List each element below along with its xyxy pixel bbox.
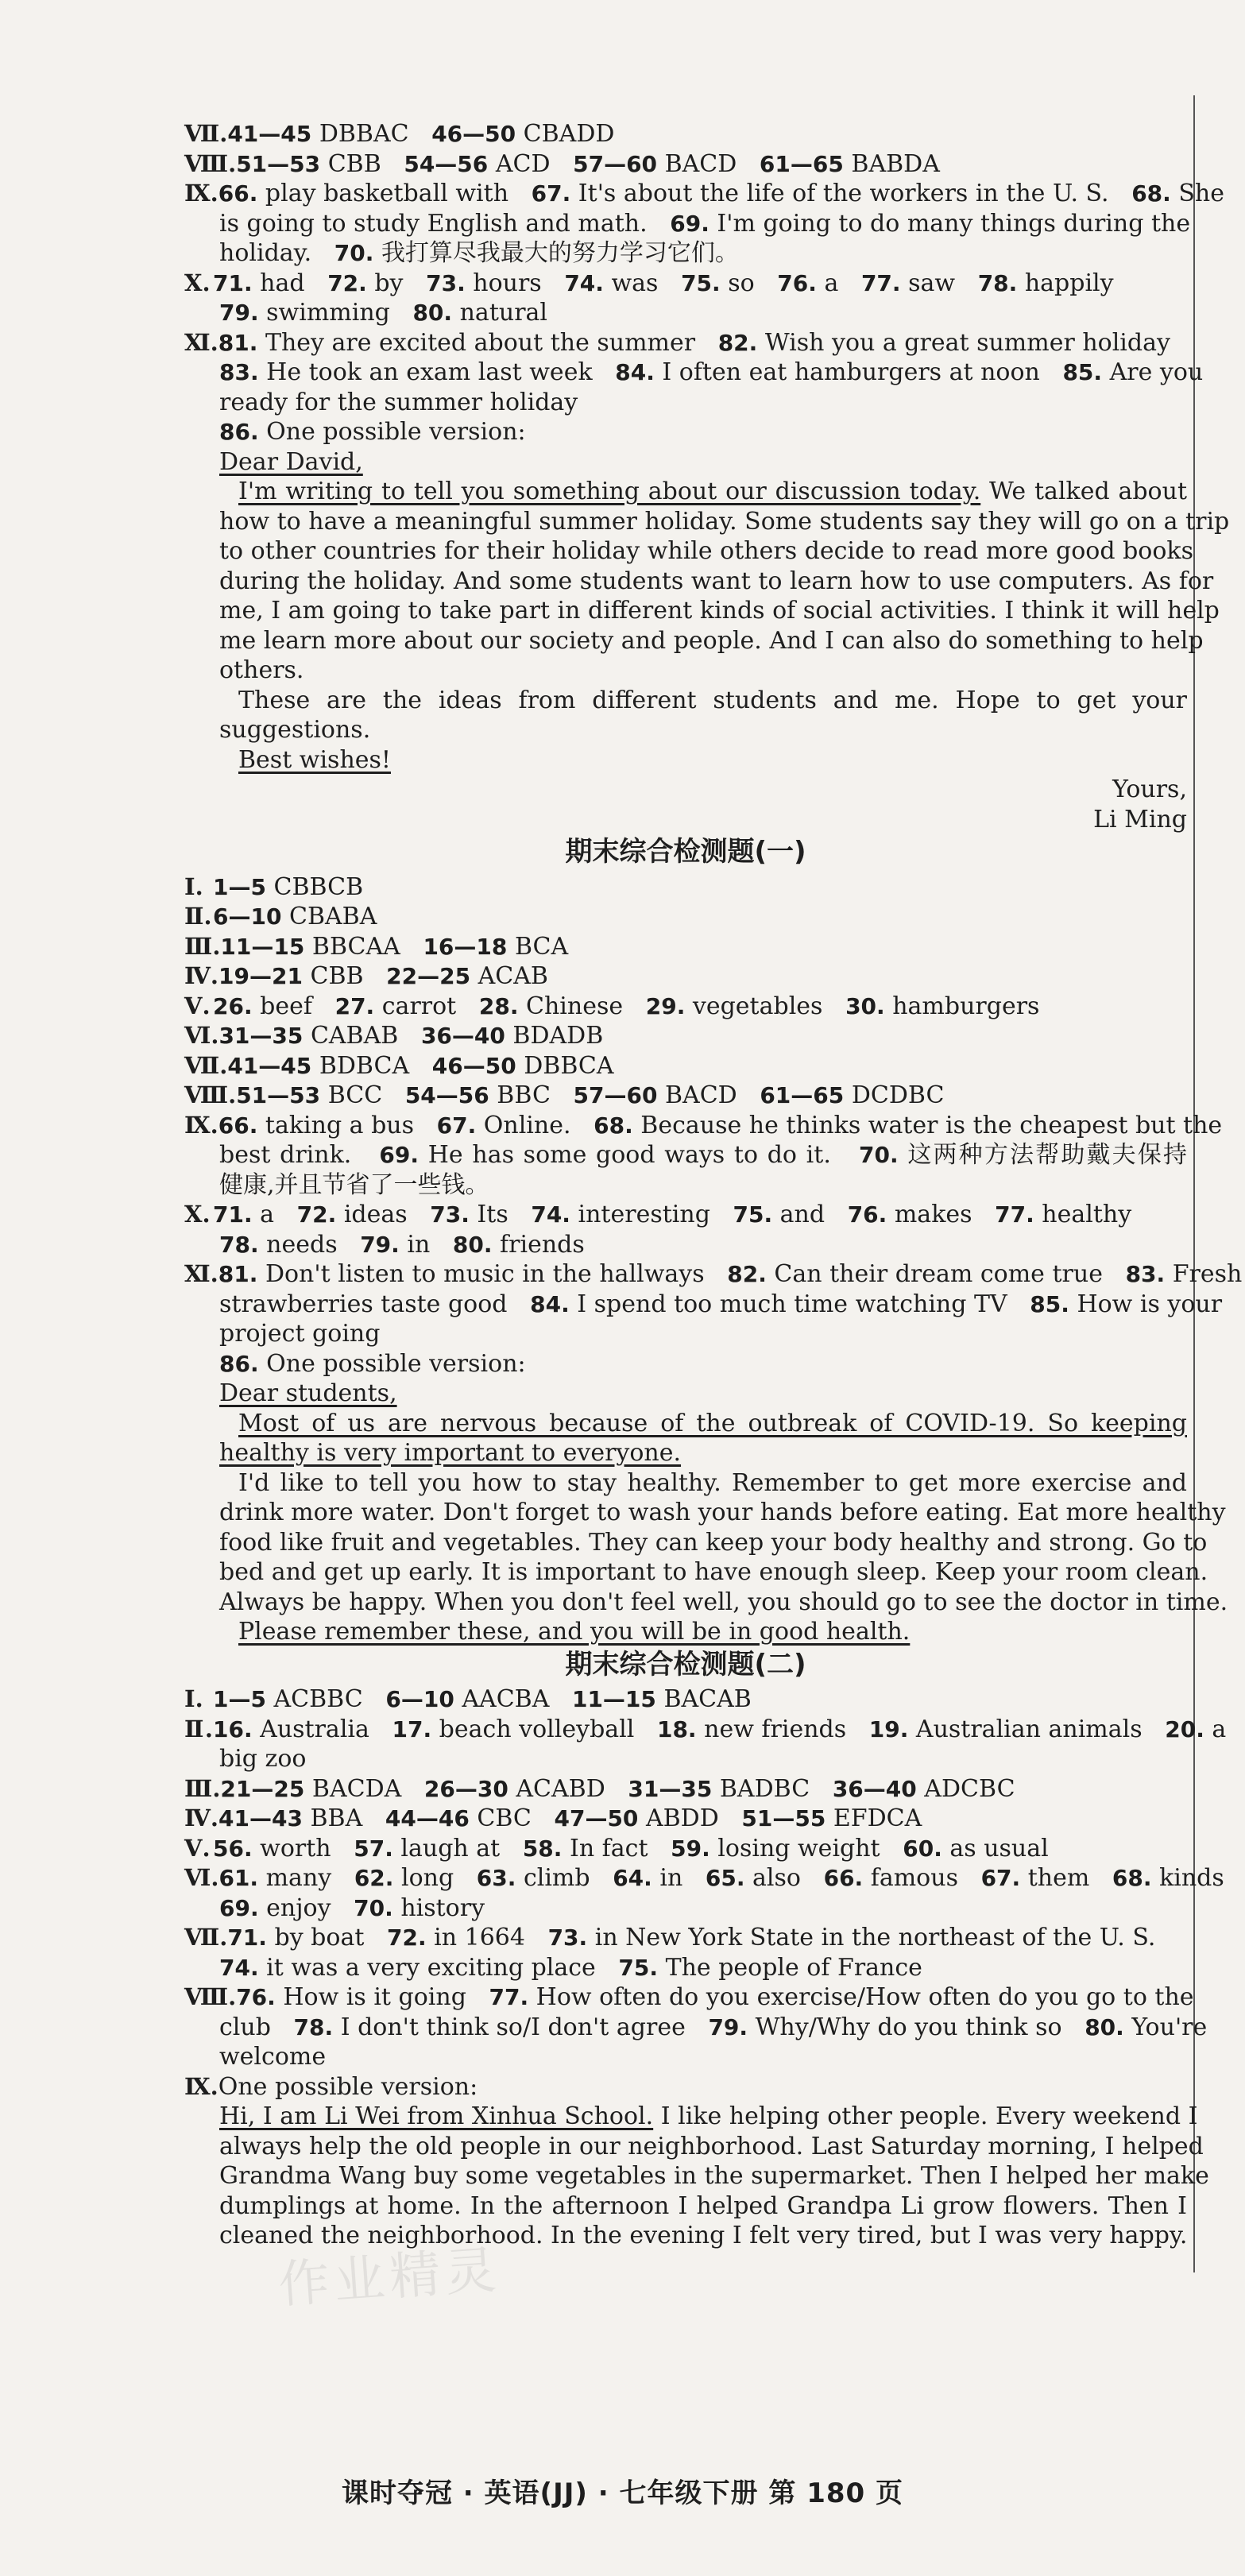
s2-row-viii: Ⅷ.51—53 BCC 54—56 BBC 57—60 BACD 61—65 DCDBC [184, 1081, 945, 1109]
answer-content [184, 119, 1243, 2251]
watermark: 作业精灵 [276, 2241, 503, 2315]
s3-row-vii: Ⅶ.71. by boat 72. in 1664 73. in New York State in the northeast of the U. S. 74. it was a very exciting place 75. The people of France [184, 1924, 1156, 1982]
s3-row-iv: Ⅳ.41—43 BBA 44—46 CBC 47—50 ABDD 51—55 EFDCA [184, 1804, 922, 1832]
s2-row-vii: Ⅶ.41—45 BDBCA 46—50 DBBCA [184, 1051, 614, 1080]
s2-row-v: Ⅴ. 26. beef 27. carrot 28. Chinese 29. vegetables 30. hamburgers [184, 992, 1040, 1020]
page-footer: 课时夺冠 · 英语(JJ) · 七年级下册 第 180 页 [341, 2477, 904, 2509]
s2-row-iv: Ⅳ.19—21 CBB 22—25 ACAB [184, 962, 548, 990]
essay-greeting: Dear David, [219, 447, 363, 476]
s3-row-v: Ⅴ. 56. worth 57. laugh at 58. In fact 59. losing weight 60. as usual [184, 1834, 1049, 1862]
s3-row-i: Ⅰ. 1—5 ACBBC 6—10 AACBA 11—15 BACAB [184, 1685, 752, 1713]
answer-row-vii: Ⅶ.41—45 DBBAC 46—50 CBADD [184, 120, 615, 148]
s3-row-vi: Ⅵ.61. many 62. long 63. climb 64. in 65. also 66. famous 67. them 68. kinds 69. enjoy 70. history [184, 1864, 1224, 1922]
essay-sign-2: Li Ming [1093, 805, 1187, 834]
answer-row-xi: Ⅺ.81. They are excited about the summer 82. Wish you a great summer holiday 83. He took an exam last week 84. I often eat hamburgers at noon 85. Are you ready for the summer holiday [184, 328, 1204, 416]
s3-row-ii: Ⅱ.16. Australia 17. beach volleyball 18. new friends 19. Australian animals 20. a big zoo [184, 1715, 1227, 1773]
essay-1: 86. One possible version: Dear David, I'm writing to tell you something about our discussion today. We talked about how to have a meaningful summer holiday. Some students say they will go on a trip to other countries for their holiday while others decide to read more good books during the holiday. And some students want to learn how to use computers. As for me, I am going to take part in different kinds of social activities. I think it will help me learn more about our society and people. And I can also do something to help others. These are the ideas from different students and me. Hope to get your suggestions. Best wishes! Yours, Li Ming [219, 418, 1230, 834]
s2-row-ix: Ⅸ.66. taking a bus 67. Online. 68. Because he thinks water is the cheapest but the best drink. 69. He has some good ways to do it. 70. 这两种方法帮助戴夫保持 健康,并且节省了一些钱。 [184, 1111, 1223, 1199]
answer-row-viii: Ⅷ.51—53 CBB 54—56 ACD 57—60 BACD 61—65 BABDA [184, 149, 940, 178]
s3-row-viii: Ⅷ.76. How is it going 77. How often do you exercise/How often do you go to the club 78. I don't think so/I don't agree 79. Why/Why do you think so 80. You're welcome [184, 1983, 1208, 2071]
s2-row-x: Ⅹ. 71. a 72. ideas 73. Its 74. interesting 75. and 76. makes 77. healthy 78. needs 79. in 80. friends [184, 1201, 1132, 1259]
s2-row-xi: Ⅺ.81. Don't listen to music in the hallways 82. Can their dream come true 83. Fresh strawberries taste good 84. I spend too much time watching TV 85. How is your project going [184, 1260, 1243, 1348]
s2-row-ii: Ⅱ.6—10 CBABA [184, 903, 377, 930]
essay-sign-1: Yours, [1112, 776, 1187, 803]
answer-row-x: Ⅹ. 71. had 72. by 73. hours 74. was 75. so 76. a 77. saw 78. happily 79. swimming 80. natural [184, 269, 1114, 327]
column-rule [1193, 95, 1195, 2272]
s2-row-i: Ⅰ. 1—5 CBBCB [184, 872, 364, 901]
s3-row-iii: Ⅲ.21—25 BACDA 26—30 ACABD 31—35 BADBC 36—40 ADCBC [184, 1774, 1015, 1803]
essay-2: 86. One possible version: Dear students, Most of us are nervous because of the outbreak of COVID-19. So keeping healthy is very important to everyone. I'd like to tell you how to stay healthy. Remember to get more exercise and drink more water. Don't forget to wash your hands before eating. Eat more healthy food like fruit and vegetables. They can keep your body healthy and strong. Go to bed and get up early. It is important to have enough sleep. Keep your room clean. Always be happy. When you don't feel well, you should go to see the doctor in time. Please remember these, and you will be in good health. [219, 1349, 1228, 1646]
section-title-2: 期末综合检测题(二) [565, 1648, 806, 1681]
s2-row-vi: Ⅵ.31—35 CABAB 36—40 BDADB [184, 1022, 604, 1050]
s2-row-iii: Ⅲ.11—15 BBCAA 16—18 BCA [184, 932, 569, 961]
essay-closing: Best wishes! [238, 745, 391, 774]
section-title-1: 期末综合检测题(一) [565, 836, 806, 868]
answer-row-ix: Ⅸ.66. play basketball with 67. It's about the life of the workers in the U. S. 68. She is going to study English and math. 69. I'm going to do many things during the holiday. 70. 我打算尽我最大的努力学习它们。 [184, 180, 1224, 267]
essay-3: Ⅸ.One possible version: Hi, I am Li Wei from Xinhua School. I like helping other people. Every weekend I always help the old people in our neighborhood. Last Saturday morning, I helped Grandma Wang buy some vegetables in the supermarket. Then I helped her make dumplings at home. In the afternoon I helped Grandpa Li grow flowers. Then I cleaned the neighborhood. In the evening I felt very tired, but I was very happy. [184, 2072, 1209, 2249]
